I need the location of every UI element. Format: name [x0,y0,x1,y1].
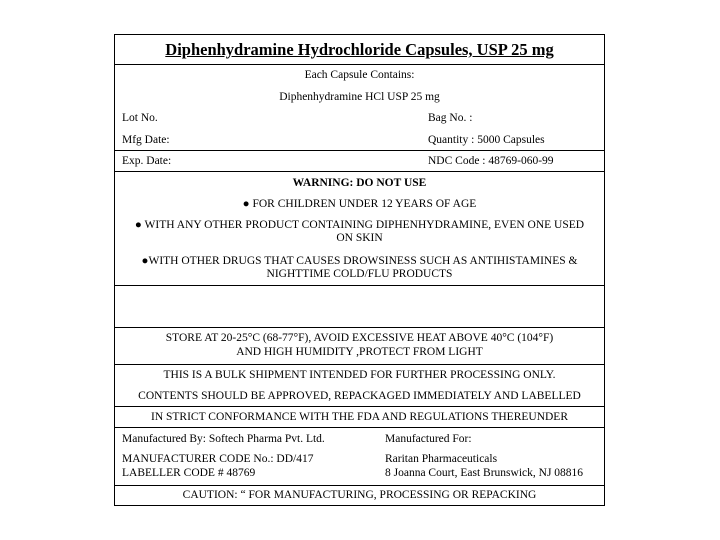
warning-section [115,172,604,286]
manufacturer-section [115,428,604,486]
storage-line-2: AND HIGH HUMIDITY ,PROTECT FROM LIGHT [236,346,483,358]
warning-item: ● WITH ANY OTHER PRODUCT CONTAINING DIPHENHYDRAMINE, EVEN ONE USED ON SKIN [134,219,585,244]
caution-row [115,486,604,505]
bulk-notice: THIS IS A BULK SHIPMENT INTENDED FOR FURTHER PROCESSING ONLY. [163,369,556,381]
product-title: Diphenhydramine Hydrochloride Capsules, USP 25 mg [165,40,554,59]
labeller-code: LABELLER CODE # 48769 [122,467,256,479]
manufactured-for-name: Raritan Pharmaceuticals [385,453,498,465]
warning-item: ● FOR CHILDREN UNDER 12 YEARS OF AGE [242,198,477,210]
contents-header: Each Capsule Contains: [304,69,415,81]
approval-notice: CONTENTS SHOULD BE APPROVED, REPACKAGED IMMEDIATELY AND LABELLED [138,390,581,402]
info-section [115,65,604,151]
warning-heading: WARNING: DO NOT USE [292,177,427,189]
manufactured-for-address: 8 Joanna Court, East Brunswick, NJ 08816 [385,467,584,479]
storage-section [115,328,604,365]
manufactured-for: Manufactured For: [385,433,472,445]
conformance-notice: IN STRICT CONFORMANCE WITH THE FDA AND REGULATIONS THEREUNDER [151,411,568,423]
mfg-date-field: Mfg Date: [122,134,170,146]
quantity-field: Quantity : 5000 Capsules [428,134,545,146]
blank-row [115,286,604,328]
ndc-code-field: NDC Code : 48769-060-99 [428,155,554,167]
storage-line-1: STORE AT 20-25°C (68-77°F), AVOID EXCESSIVE HEAT ABOVE 40°C (104°F) [165,332,554,344]
bag-no-field: Bag No. : [428,112,473,124]
product-label [114,34,605,506]
exp-ndc-row [115,151,604,172]
caution-text: CAUTION: “ FOR MANUFACTURING, PROCESSING OR REPACKING [182,489,537,501]
bulk-section [115,365,604,407]
exp-date-field: Exp. Date: [122,155,172,167]
conformance-row [115,407,604,428]
manufactured-by: Manufactured By: Softech Pharma Pvt. Ltd. [122,433,325,445]
contents-value: Diphenhydramine HCl USP 25 mg [279,91,440,103]
manufacturer-code: MANUFACTURER CODE No.: DD/417 [122,453,314,465]
title-row [115,35,604,65]
warning-item: ●WITH OTHER DRUGS THAT CAUSES DROWSINESS SUCH AS ANTIHISTAMINES & NIGHTTIME COLD/FLU PRODUCTS [141,255,578,280]
lot-no-field: Lot No. [122,112,158,124]
